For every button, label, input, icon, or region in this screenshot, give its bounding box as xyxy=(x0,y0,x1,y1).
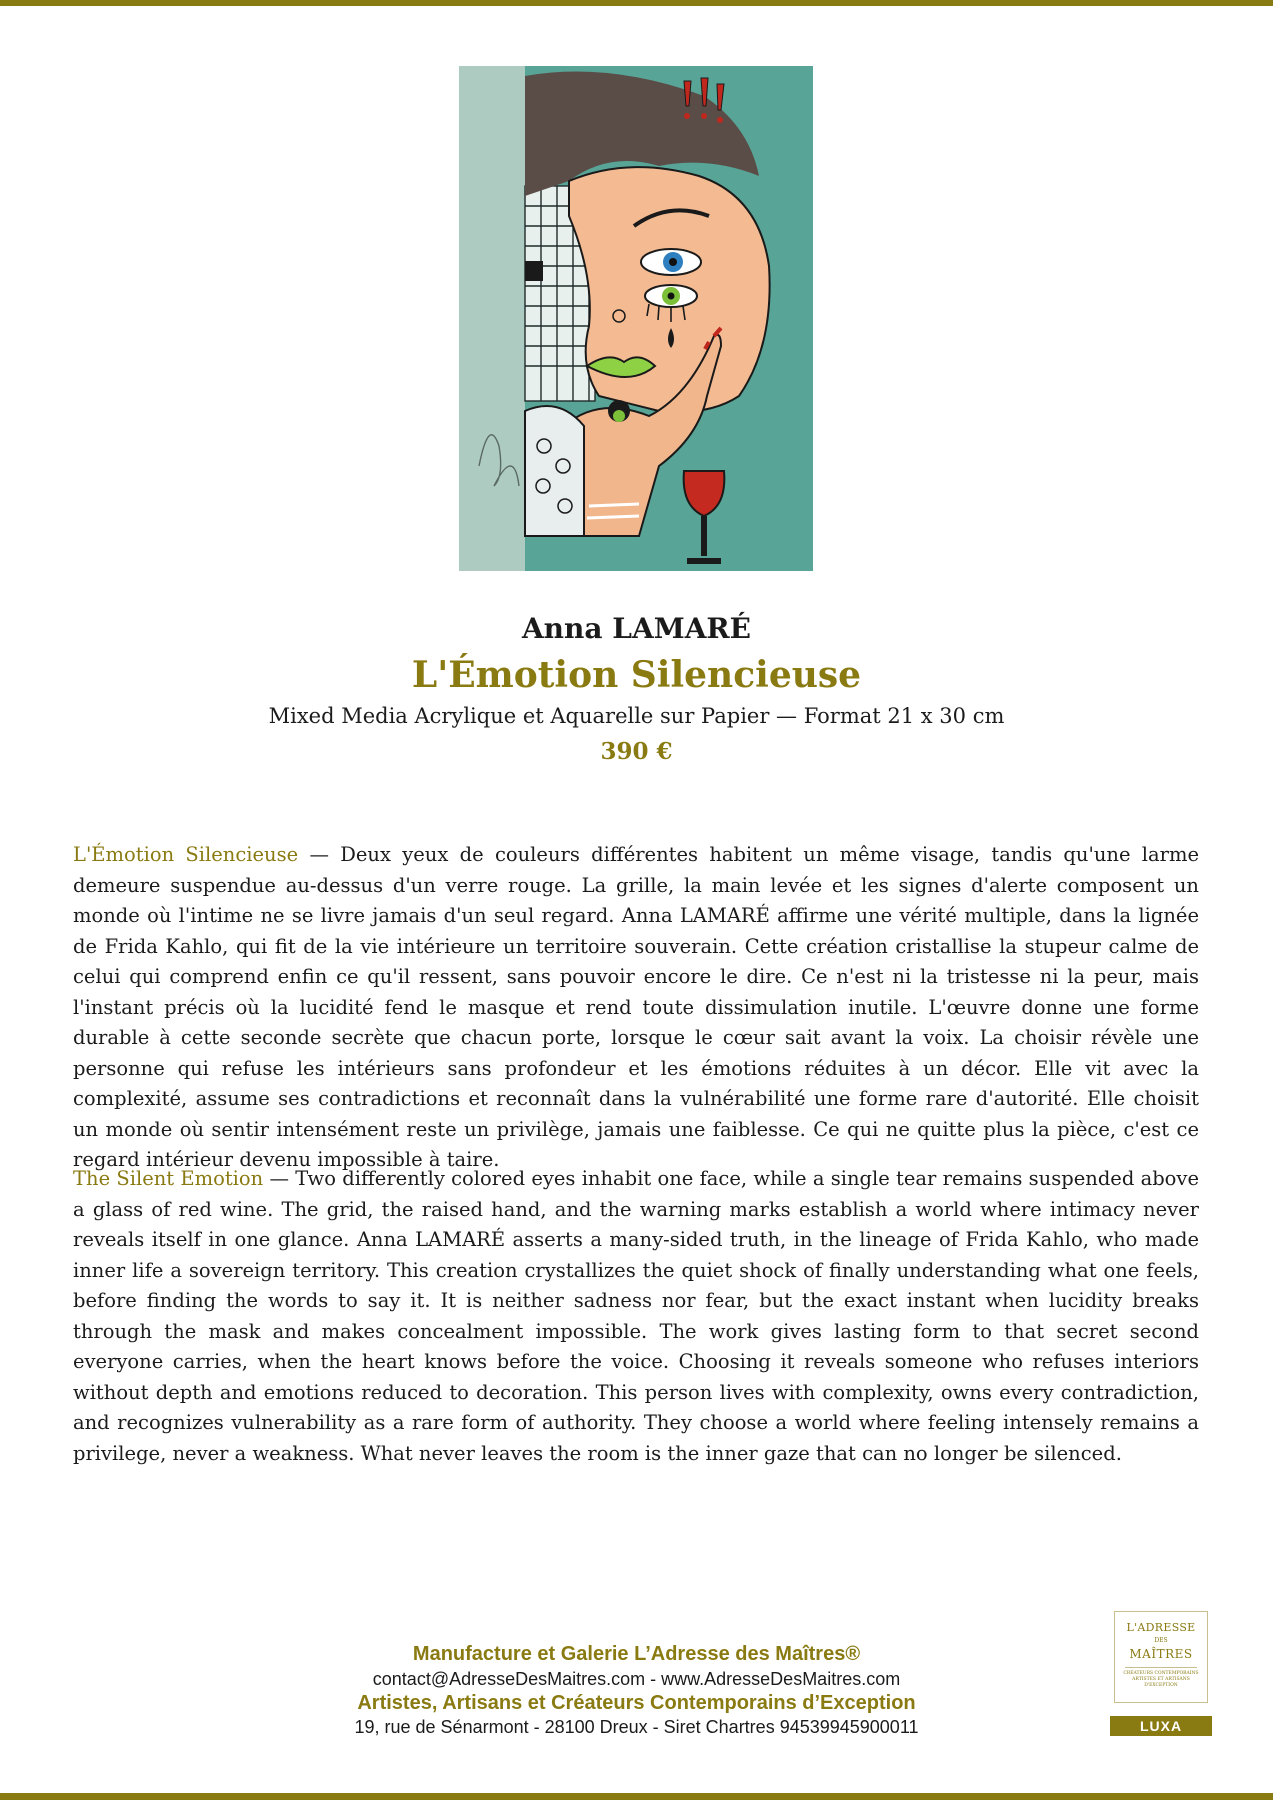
logo-line-2: DES xyxy=(1154,1637,1168,1644)
footer-gallery-name: Manufacture et Galerie L’Adresse des Maîtres® xyxy=(412,1643,861,1665)
logo-line-4: CRÉATEURS CONTEMPORAINS ARTISTES ET ARTISANS D'EXCEPTION xyxy=(1123,1671,1199,1688)
top-border xyxy=(0,0,1273,6)
description-english xyxy=(73,1164,1199,1469)
artwork-price: 390 € xyxy=(600,738,673,765)
description-french-text: — Deux yeux de couleurs différentes habitent un même visage, tandis qu'une larme demeure suspendue au-dessus d'un verre rouge. La grille, la main levée et les signes d'alerte composent un monde où l'intime ne se livre jamais d'un seul regard. Anna LAMARÉ affirme une vérité multiple, dans la lignée de Frida Kahlo, qui fit de la vie intérieure un territoire souverain. Cette création cristallise la stupeur calme de celui qui comprend enfin ce qu'il ressent, sans pouvoir encore le dire. Ce n'est ni la tristesse ni la peur, mais l'instant précis où la lucidité fend le masque et rend toute dissimulation inutile. L'œuvre donne une forme durable à cette seconde secrète que chacun porte, lorsque le cœur sait avant la voix. La choisir révèle une personne qui refuse les intérieurs sans profondeur et les émotions réduites à un décor. Elle vit avec la complexité, assume ses contradictions et reconnaît dans la vulnérabilité une forme rare d'autorité. Elle choisit un monde où sentir intensément reste un privilège, jamais une faiblesse. Ce qui ne quitte plus la pièce, c'est ce regard intérieur devenu impossible à taire. xyxy=(73,843,1199,1171)
description-french xyxy=(73,840,1199,1176)
gallery-logo xyxy=(1114,1611,1208,1703)
footer-address: 19, rue de Sénarmont - 28100 Dreux - Siret Chartres 94539945900011 xyxy=(354,1717,919,1737)
artist-name: Anna LAMARÉ xyxy=(521,612,752,645)
footer-contact: contact@AdresseDesMaitres.com - www.AdresseDesMaitres.com xyxy=(372,1669,901,1689)
logo-line-3: MAÎTRES xyxy=(1129,1647,1193,1661)
bottom-border xyxy=(0,1793,1273,1800)
logo-divider xyxy=(1125,1667,1197,1668)
artwork-medium-format: Mixed Media Acrylique et Aquarelle sur Papier — Format 21 x 30 cm xyxy=(268,704,1005,728)
luxa-badge: LUXA xyxy=(1110,1716,1212,1736)
description-french-lead: L'Émotion Silencieuse xyxy=(73,843,299,866)
description-english-lead: The Silent Emotion xyxy=(73,1167,264,1190)
footer-tagline: Artistes, Artisans et Créateurs Contemporains d’Exception xyxy=(357,1692,916,1714)
description-english-text: — Two differently colored eyes inhabit one face, while a single tear remains suspended above a glass of red wine. The grid, the raised hand, and the warning marks establish a world where intimacy never reveals itself in one glance. Anna LAMARÉ asserts a many-sided truth, in the lineage of Frida Kahlo, who made inner life a sovereign territory. This creation crystallizes the quiet shock of finally understanding what one feels, before finding the words to say it. It is neither sadness nor fear, but the exact instant when lucidity breaks through the mask and makes concealment impossible. The work gives lasting form to that secret second everyone carries, when the heart knows before the voice. Choosing it reveals someone who refuses interiors without depth and emotions reduced to decoration. This person lives with complexity, owns every contradiction, and recognizes vulnerability as a rare form of authority. They choose a world where feeling intensely remains a privilege, never a weakness. What never leaves the room is the inner gaze that can no longer be silenced. xyxy=(73,1167,1199,1465)
logo-line-1: L'ADRESSE xyxy=(1126,1621,1196,1634)
artwork-title: L'Émotion Silencieuse xyxy=(411,654,862,696)
painting-image xyxy=(459,66,813,571)
